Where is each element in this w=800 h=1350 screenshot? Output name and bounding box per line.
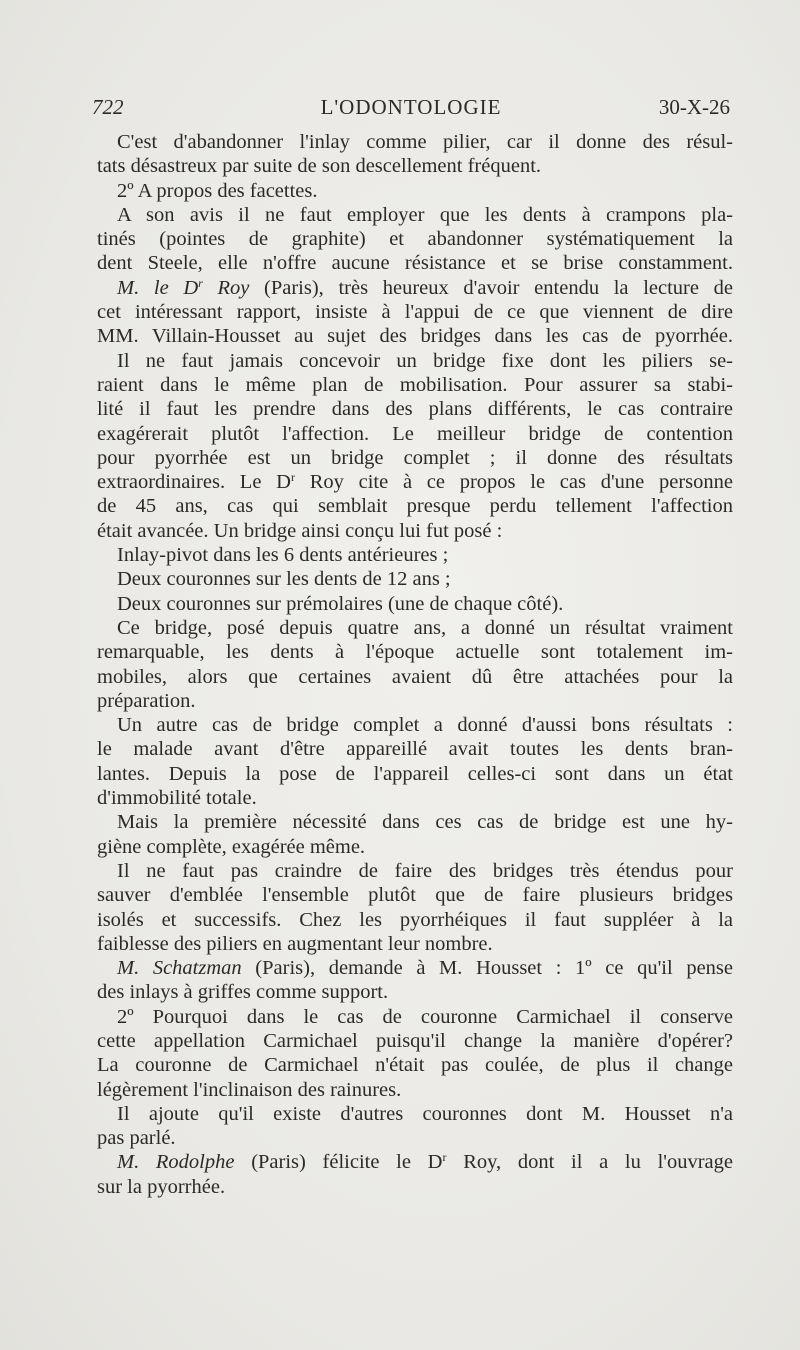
page-header [92, 95, 730, 121]
text-line: Il ne faut pas craindre de faire des bridges très étendus pour [117, 859, 733, 882]
text-line: faiblesse des piliers en augmentant leur nombre. [97, 932, 493, 955]
speaker-name: M. Schatzman [117, 957, 242, 980]
text-line: légèrement l'inclinaison des rainures. [97, 1078, 402, 1101]
page-number: 722 [92, 95, 124, 119]
text-line: Ce bridge, posé depuis quatre ans, a donné un résultat vraiment [117, 616, 733, 639]
text-line: M. le $D^r$ Roy (Paris), très heureux d'avoir entendu la lecture de [117, 275, 733, 299]
text-line: Il ne faut jamais concevoir un bridge fixe dont les piliers se- [117, 349, 733, 372]
text-line: M. Schatzman (Paris), demande à M. Housset : 1º ce qu'il pense [117, 957, 734, 980]
text-line: sauver d'emblée l'ensemble plutôt que de faire plusieurs bridges [97, 884, 733, 907]
text-line: pour pyorrhée est un bridge complet ; il donne des résultats [97, 446, 733, 469]
issue-date: 30-X-26 [658, 95, 730, 119]
body-text [97, 130, 733, 1199]
text-line: A son avis il ne faut employer que les dents à crampons pla- [117, 203, 733, 226]
text-line: exagérerait plutôt l'affection. Le meilleur bridge de contention [97, 422, 733, 445]
text-line: Mais la première nécessité dans ces cas de bridge est une hy- [117, 811, 733, 834]
text-line: isolés et successifs. Chez les pyorrhéiques il faut suppléer à la [97, 908, 733, 931]
text-line: préparation. [97, 689, 196, 712]
text-line: Deux couronnes sur les dents de 12 ans ; [117, 568, 451, 591]
text-line: dent Steele, elle n'offre aucune résistance et se brise constamment. [97, 252, 733, 275]
text-line: M. Rodolphe (Paris) félicite le $D^r$ Roy, dont il a lu l'ouvrage [117, 1150, 733, 1174]
text-line: remarquable, les dents à l'époque actuelle sont totalement im- [97, 641, 733, 664]
text-line: 2º Pourquoi dans le cas de couronne Carmichael il conserve [117, 1005, 733, 1028]
speaker-name: M. Rodolphe [117, 1151, 235, 1174]
text-line: sur la pyorrhée. [97, 1175, 226, 1198]
text-line: d'immobilité totale. [97, 787, 257, 810]
text-line: Un autre cas de bridge complet a donné d'aussi bons résultats : [117, 714, 733, 737]
text-line: pas parlé. [97, 1127, 176, 1150]
speaker-name: M. le $D^r$ Roy [117, 275, 250, 299]
text-line: de 45 ans, cas qui semblait presque perdu tellement l'affection [97, 495, 733, 518]
text-line: C'est d'abandonner l'inlay comme pilier, car il donne des résul- [117, 131, 733, 153]
text-line: tats désastreux par suite de son descellement fréquent. [97, 155, 542, 178]
text-line: Deux couronnes sur prémolaires (une de chaque côté). [117, 592, 564, 615]
text-line: MM. Villain-Housset au sujet des bridges dans les cas de pyorrhée. [97, 325, 733, 348]
text-line: cet intéressant rapport, insiste à l'appui de ce que viennent de dire [97, 301, 733, 324]
text-line: lité il faut les prendre dans des plans différents, le cas contraire [97, 398, 733, 421]
text-line: mobiles, alors que certaines avaient dû être attachées pour la [97, 665, 733, 688]
text-line: tinés (pointes de graphite) et abandonner systématiquement la [97, 228, 733, 251]
text-line: lantes. Depuis la pose de l'appareil celles-ci sont dans un état [97, 762, 733, 785]
text-line: raient dans le même plan de mobilisation. Pour assurer sa stabi- [97, 373, 733, 396]
text-line: Il ajoute qu'il existe d'autres couronnes dont M. Housset n'a [117, 1102, 733, 1125]
text-line: La couronne de Carmichael n'était pas coulée, de plus il change [97, 1054, 733, 1077]
running-title: L'ODONTOLOGIE [320, 95, 502, 119]
text-line: était avancée. Un bridge ainsi conçu lui fut posé : [97, 519, 503, 542]
text-line: giène complète, exagérée même. [97, 835, 366, 858]
text-line: Inlay-pivot dans les 6 dents antérieures ; [117, 544, 449, 567]
text-line: cette appellation Carmichael puisqu'il change la manière d'opérer? [97, 1029, 733, 1052]
text-line: extraordinaires. Le $D^r$ Roy cite à ce propos le cas d'une personne [97, 470, 733, 494]
text-line: le malade avant d'être appareillé avait toutes les dents bran- [97, 738, 733, 761]
text-line: des inlays à griffes comme support. [97, 981, 389, 1004]
text-line: 2º A propos des facettes. [117, 179, 318, 202]
